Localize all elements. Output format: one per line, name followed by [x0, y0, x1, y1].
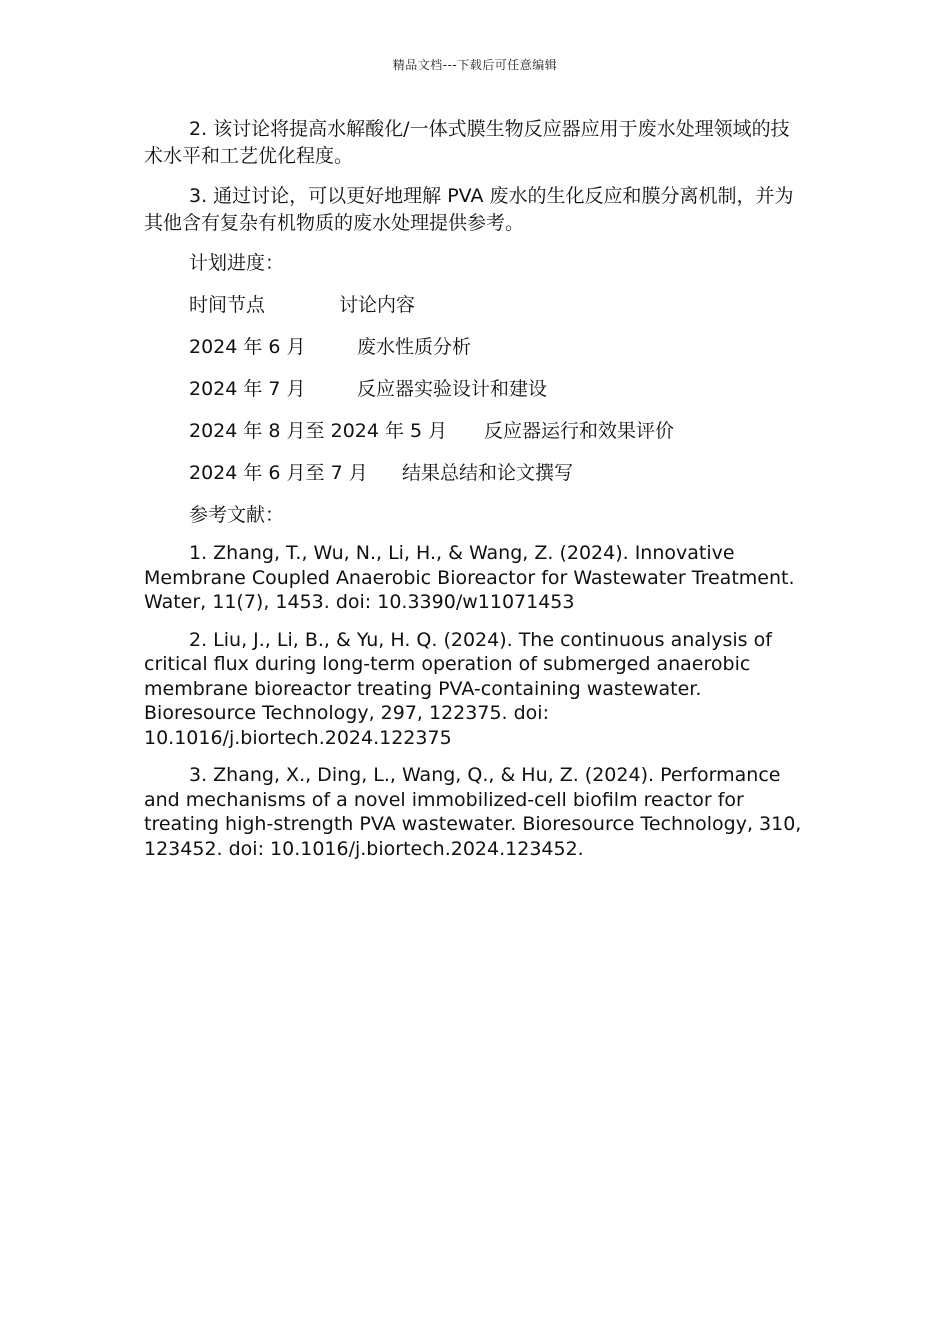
references-heading: 参考文献：: [189, 504, 285, 526]
schedule-content: 结果总结和论文撰写: [402, 462, 574, 484]
page-header: 精品文档---下载后可任意编辑: [392, 58, 558, 72]
schedule-col-time: 时间节点: [189, 294, 266, 316]
schedule-heading: 计划进度：: [189, 252, 285, 274]
schedule-content: 反应器运行和效果评价: [484, 420, 675, 442]
document-body: [144, 116, 806, 874]
paragraph-significance-3: 3. 通过讨论，可以更好地理解 PVA 废水的生化反应和膜分离机制，并为其他含有复杂有机物质的废水处理提供参考。: [144, 185, 794, 234]
schedule-content: 废水性质分析: [357, 336, 472, 358]
schedule-col-content: 讨论内容: [339, 294, 416, 316]
reference-item: 3. Zhang, X., Ding, L., Wang, Q., & Hu, Z. (2024). Performance and mechanisms of a novel immobilized-cell biofilm reactor for treating high-strength PVA wastewater. Bioresource Technology, 310, 123452. doi: 10.1016/j.biortech.2024.123452.: [144, 764, 802, 860]
schedule-time: 2024 年 8 月至 2024 年 5 月: [189, 420, 448, 442]
paragraph-significance-2: 2. 该讨论将提高水解酸化/一体式膜生物反应器应用于废水处理领域的技术水平和工艺优化程度。: [144, 118, 790, 167]
schedule-row: [144, 460, 806, 487]
reference-item: 1. Zhang, T., Wu, N., Li, H., & Wang, Z. (2024). Innovative Membrane Coupled Anaerobic Bioreactor for Wastewater Treatment. Water, 11(7), 1453. doi: 10.3390/w11071453: [144, 542, 795, 613]
schedule-row: [144, 334, 806, 361]
schedule-time: 2024 年 7 月: [189, 378, 306, 400]
schedule-content: 反应器实验设计和建设: [357, 378, 548, 400]
schedule-row: [144, 418, 806, 445]
schedule-header-row: [144, 292, 806, 319]
schedule-time: 2024 年 6 月至 7 月: [189, 462, 368, 484]
schedule-time: 2024 年 6 月: [189, 336, 306, 358]
reference-item: 2. Liu, J., Li, B., & Yu, H. Q. (2024). The continuous analysis of critical flux during long-term operation of submerged anaerobic membrane bioreactor treating PVA-containing wastewater. Bioresource Technology, 297, 122375. doi: 10.1016/j.biortech.2024.122375: [144, 628, 772, 749]
schedule-row: [144, 376, 806, 403]
